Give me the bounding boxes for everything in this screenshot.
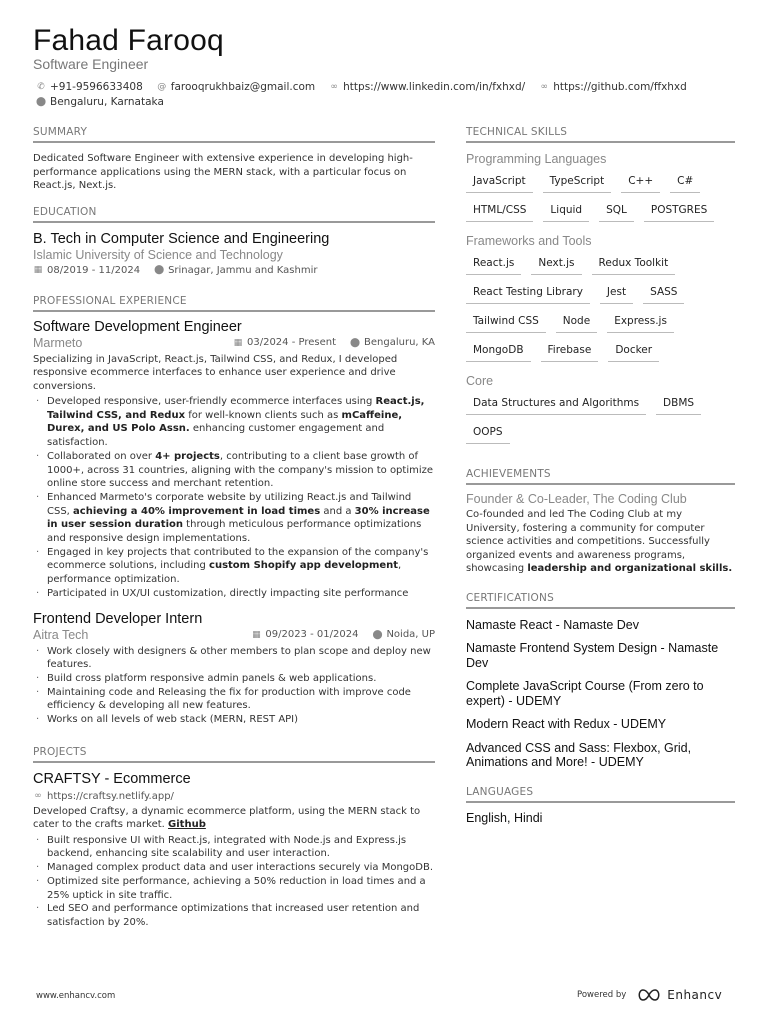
bullet-item: · Works on all levels of web stack (MERN, REST API) [33, 713, 435, 727]
skill-tag: JavaScript [466, 171, 533, 193]
bullet-item: · Collaborated on over 4+ projects, contributing to a client base growth of 1000+, across 31 countries, aligning with the company's mission to optimize online store success and merchant retention. [33, 450, 435, 491]
phone-icon: ✆ [37, 82, 45, 92]
certification-item: Advanced CSS and Sass: Flexbox, Grid, Animations and More! - UDEMY [466, 740, 692, 769]
projects-section [33, 746, 435, 930]
link-icon: ∞ [34, 791, 42, 802]
skill-tag: MongoDB [466, 340, 531, 362]
job-bullets [33, 395, 435, 601]
education-location: Srinagar, Jammu and Kashmir [168, 264, 318, 276]
languages-section [466, 786, 735, 826]
job-meta [251, 629, 435, 640]
bullet-item: · Participated in UX/UI customization, directly impacting site performance [33, 587, 435, 601]
skill-tag: Node [556, 311, 597, 333]
certifications-section [466, 592, 735, 770]
link-icon: ∞ [330, 82, 338, 92]
section-title: EDUCATION [33, 206, 435, 223]
skill-tag: React.js [466, 253, 521, 275]
location-contact [36, 96, 164, 108]
skill-tag: HTML/CSS [466, 200, 533, 222]
achievements-section [466, 468, 735, 576]
job-summary: Specializing in JavaScript, React.js, Tailwind CSS, and Redux, I developed responsive ecommerce interfaces to enhance user experience and drive conversions. [33, 353, 398, 392]
at-icon: @ [157, 82, 167, 92]
degree-title: B. Tech in Computer Science and Engineering [33, 230, 330, 247]
skill-tag: Liquid [543, 200, 589, 222]
powered-by-text: Powered by [577, 990, 627, 1000]
achievement-title: Founder & Co-Leader, The Coding Club [466, 492, 687, 506]
skill-tag: SASS [643, 282, 684, 304]
left-column [33, 126, 435, 930]
skill-tag: Data Structures and Algorithms [466, 393, 646, 415]
skill-tag: Express.js [607, 311, 674, 333]
company-name: Marmeto [33, 335, 83, 350]
section-title: CERTIFICATIONS [466, 592, 735, 609]
job-entry [33, 319, 435, 601]
skills-section [466, 126, 735, 444]
github-contact[interactable] [539, 81, 687, 93]
email-text[interactable]: farooqrukhbaiz@gmail.com [170, 81, 316, 93]
project-link-row [33, 791, 435, 802]
skill-group-title: Core [466, 374, 494, 388]
job-dates: 03/2024 - Present [246, 337, 337, 348]
education-dates: 08/2019 - 11/2024 [47, 264, 141, 276]
enhancv-logo[interactable] [636, 988, 722, 1002]
bullet-item: · Led SEO and performance optimizations that increased user retention and satisfaction by 20%. [33, 902, 435, 929]
location-pin-icon: ⬤ [350, 337, 361, 348]
enhancv-logo-icon [636, 988, 662, 1002]
bullet-item: · Enhanced Marmeto's corporate website by utilizing React.js and Tailwind CSS, achieving a 40% improvement in load times and a 30% increase in user session duration through meticulous performance optimizations and responsive design implementations. [33, 491, 435, 546]
certification-item: Namaste React - Namaste Dev [466, 617, 639, 632]
summary-section [33, 126, 435, 193]
project-desc: Developed Craftsy, a dynamic ecommerce platform, using the MERN stack to cater to the crafts market. Github [33, 805, 421, 831]
skill-tag: Docker [608, 340, 659, 362]
project-bullets [33, 834, 435, 930]
achievement-text: Co-founded and led The Coding Club at my University, fostering a community for computer science activities and competitions. Successfully organized events and awareness programs, showcasing leadership and organizational skills. [466, 509, 733, 574]
bullet-item: · Optimized site performance, achieving a 50% reduction in load times and a 25% uptick in site traffic. [33, 875, 435, 902]
skill-tag: TypeScript [543, 171, 612, 193]
certification-item: Complete JavaScript Course (From zero to expert) - UDEMY [466, 679, 704, 708]
skill-tags [466, 393, 735, 444]
bullet-item: · Build cross platform responsive admin panels & web applications. [33, 672, 435, 686]
job-entry [33, 611, 435, 727]
brand-name: Enhancv [667, 988, 723, 1002]
skill-tag: Firebase [541, 340, 599, 362]
section-title: ACHIEVEMENTS [466, 468, 735, 485]
link-icon: ∞ [540, 82, 548, 92]
location-pin-icon: ⬤ [372, 629, 383, 640]
certification-item: Namaste Frontend System Design - Namaste Dev [466, 641, 719, 670]
summary-text: Dedicated Software Engineer with extensive experience in developing high-performance applications using the MERN stack, with a particular focus on React.js, Next.js. [33, 153, 413, 191]
bullet-item: · Work closely with designers & other members to plan scope and deploy new features. [33, 645, 435, 672]
skill-tag: OOPS [466, 422, 510, 444]
job-dates: 09/2023 - 01/2024 [265, 629, 359, 641]
email-contact[interactable] [157, 81, 315, 93]
bullet-item: · Engaged in key projects that contributed to the expansion of the company's ecommerce solutions, including custom Shopify app development, performance optimization. [33, 546, 435, 587]
skill-tag: C# [670, 171, 700, 193]
skill-tag: React Testing Library [466, 282, 590, 304]
footer-powered [577, 988, 722, 1002]
skill-tag: C++ [621, 171, 660, 193]
skill-tag: Jest [600, 282, 633, 304]
skill-group-title: Frameworks and Tools [466, 234, 592, 248]
job-location: Bengaluru, KA [364, 337, 435, 348]
certification-item: Modern React with Redux - UDEMY [466, 717, 667, 731]
footer-site[interactable]: www.enhancv.com [36, 991, 116, 1001]
github-link[interactable]: https://github.com/ffxhxd [553, 81, 687, 93]
job-role: Frontend Developer Intern [33, 610, 203, 627]
skill-tags [466, 171, 735, 222]
calendar-icon: ▦ [252, 629, 261, 640]
skill-tag: Tailwind CSS [466, 311, 546, 333]
linkedin-contact[interactable] [329, 81, 525, 93]
contact-info [36, 80, 736, 110]
section-title: SUMMARY [33, 126, 435, 143]
bullet-item: · Developed responsive, user-friendly ecommerce interfaces using React.js, Tailwind CSS, and Redux for well-known clients such as mCaffeine, Durex, and US Polo Assn. enhancing customer engagement and satisfaction. [33, 395, 435, 450]
company-name: Aitra Tech [33, 627, 89, 642]
section-title: PROFESSIONAL EXPERIENCE [33, 295, 435, 312]
job-meta [233, 337, 435, 348]
skill-group-title: Programming Languages [466, 152, 607, 166]
location-pin-icon: ⬤ [154, 265, 165, 275]
skill-tag: DBMS [656, 393, 701, 415]
skill-tag: Next.js [531, 253, 581, 275]
school-name: Islamic University of Science and Technology [33, 247, 283, 262]
section-title: PROJECTS [33, 746, 435, 763]
bullet-item: · Maintaining code and Releasing the fix for production with improve code efficiency & developing all new features. [33, 686, 435, 713]
education-section [33, 206, 435, 276]
project-url[interactable]: https://craftsy.netlify.app/ [47, 790, 174, 802]
job-location: Noida, UP [386, 629, 435, 641]
project-name: CRAFTSY - Ecommerce [33, 770, 191, 787]
bullet-item: · Built responsive UI with React.js, integrated with Node.js and Express.js backend, enhancing site scalability and user interaction. [33, 834, 435, 861]
skill-tag: Redux Toolkit [592, 253, 676, 275]
skill-tags [466, 253, 735, 362]
location-text: Bengaluru, Karnataka [50, 96, 164, 108]
location-pin-icon: ⬤ [36, 97, 47, 107]
github-link[interactable]: Github [168, 819, 206, 831]
job-bullets [33, 645, 435, 727]
calendar-icon: ▦ [33, 265, 43, 275]
job-role: Software Development Engineer [33, 318, 242, 335]
candidate-name: Fahad Farooq [33, 24, 224, 57]
skill-tag: POSTGRES [644, 200, 714, 222]
right-column [466, 126, 735, 834]
skill-tag: SQL [599, 200, 634, 222]
education-meta [33, 265, 435, 276]
languages-text: English, Hindi [466, 810, 543, 825]
section-title: TECHNICAL SKILLS [466, 126, 735, 143]
calendar-icon: ▦ [233, 337, 243, 348]
bullet-item: · Managed complex product data and user interactions securely via MongoDB. [33, 861, 435, 875]
phone-contact [36, 81, 143, 93]
section-title: LANGUAGES [466, 786, 735, 803]
linkedin-link[interactable]: https://www.linkedin.com/in/fxhxd/ [343, 81, 526, 93]
experience-section [33, 295, 435, 727]
candidate-title: Software Engineer [33, 56, 149, 72]
phone-text: +91-9596633408 [50, 81, 143, 93]
